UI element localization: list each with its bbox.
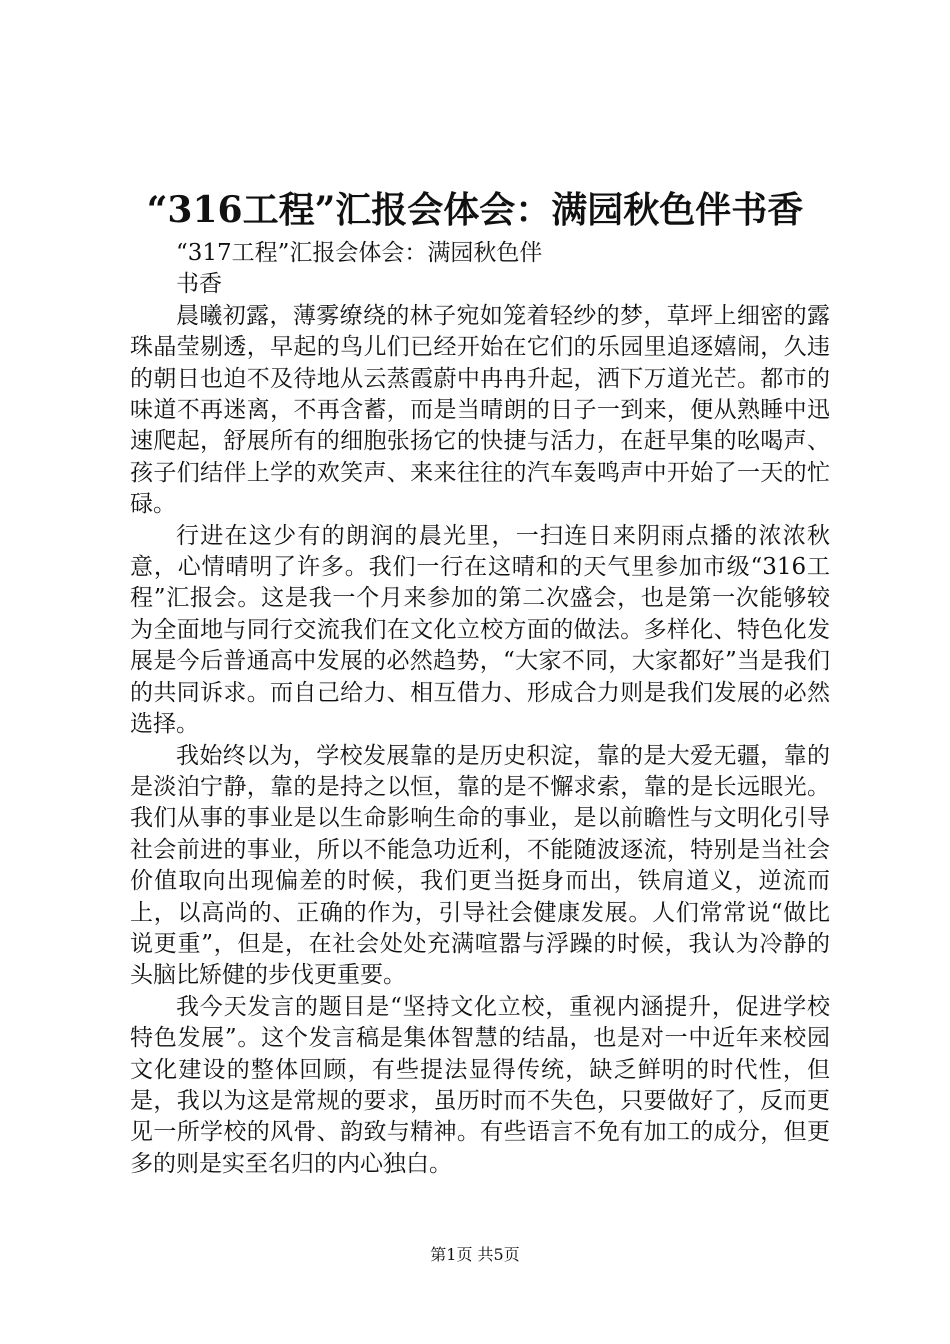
paragraph: 晨曦初露，薄雾缭绕的林子宛如笼着轻纱的梦，草坪上细密的露珠晶莹剔透，早起的鸟儿们已经开始在它们的乐园里追逐嬉闹，久违的朝日也迫不及待地从云蒸霞蔚中冉冉升起，洒下万道光芒。都市的味道不再迷离，不再含蓄，而是当晴朗的日子一到来，便从熟睡中迅速爬起，舒展所有的细胞张扬它的快捷与活力，在赶早集的吆喝声、孩子们结伴上学的欢笑声、来来往往的汽车轰鸣声中开始了一天的忙碌。 (130, 302, 830, 518)
paragraph: 行进在这少有的朗润的晨光里，一扫连日来阴雨点播的浓浓秋意，心情晴明了许多。我们一行在这晴和的天气里参加市级“316工程”汇报会。这是我一个月来参加的第二次盛会，也是第一次能够较为全面地与同行交流我们在文化立校方面的做法。多样化、特色化发展是今后普通高中发展的必然趋势，“大家不同，大家都好”当是我们的共同诉求。而自己给力、相互借力、形成合力则是我们发展的必然选择。 (130, 522, 830, 738)
document-body (130, 238, 830, 1180)
paragraph: 我始终以为，学校发展靠的是历史积淀，靠的是大爱无疆，靠的是淡泊宁静，靠的是持之以恒，靠的是不懈求索，靠的是长远眼光。我们从事的事业是以生命影响生命的事业，是以前瞻性与文明化引导社会前进的事业，所以不能急功近利，不能随波逐流，特别是当社会价值取向出现偏差的时候，我们更当挺身而出，铁肩道义，逆流而上，以高尚的、正确的作为，引导社会健康发展。人们常常说“做比说更重”，但是，在社会处处充满喧嚣与浮躁的时候，我认为冷静的头脑比矫健的步伐更重要。 (130, 742, 830, 989)
document-title: “316工程”汇报会体会：满园秋色伴书香 (146, 189, 804, 231)
document-subtitle: “317工程”汇报会体会：满园秋色伴 (176, 240, 543, 266)
paragraph: 我今天发言的题目是“坚持文化立校，重视内涵提升，促进学校特色发展”。这个发言稿是集体智慧的结晶，也是对一中近年来校园文化建设的整体回顾，有些提法显得传统，缺乏鲜明的时代性，但是，我以为这是常规的要求，虽历时而不失色，只要做好了，反而更见一所学校的风骨、韵致与精神。有些语言不免有加工的成分，但更多的则是实至名归的内心独白。 (130, 993, 830, 1177)
document-subtitle-continued: 书香 (176, 271, 222, 298)
page-footer: 第1页 共5页 (430, 1245, 520, 1264)
